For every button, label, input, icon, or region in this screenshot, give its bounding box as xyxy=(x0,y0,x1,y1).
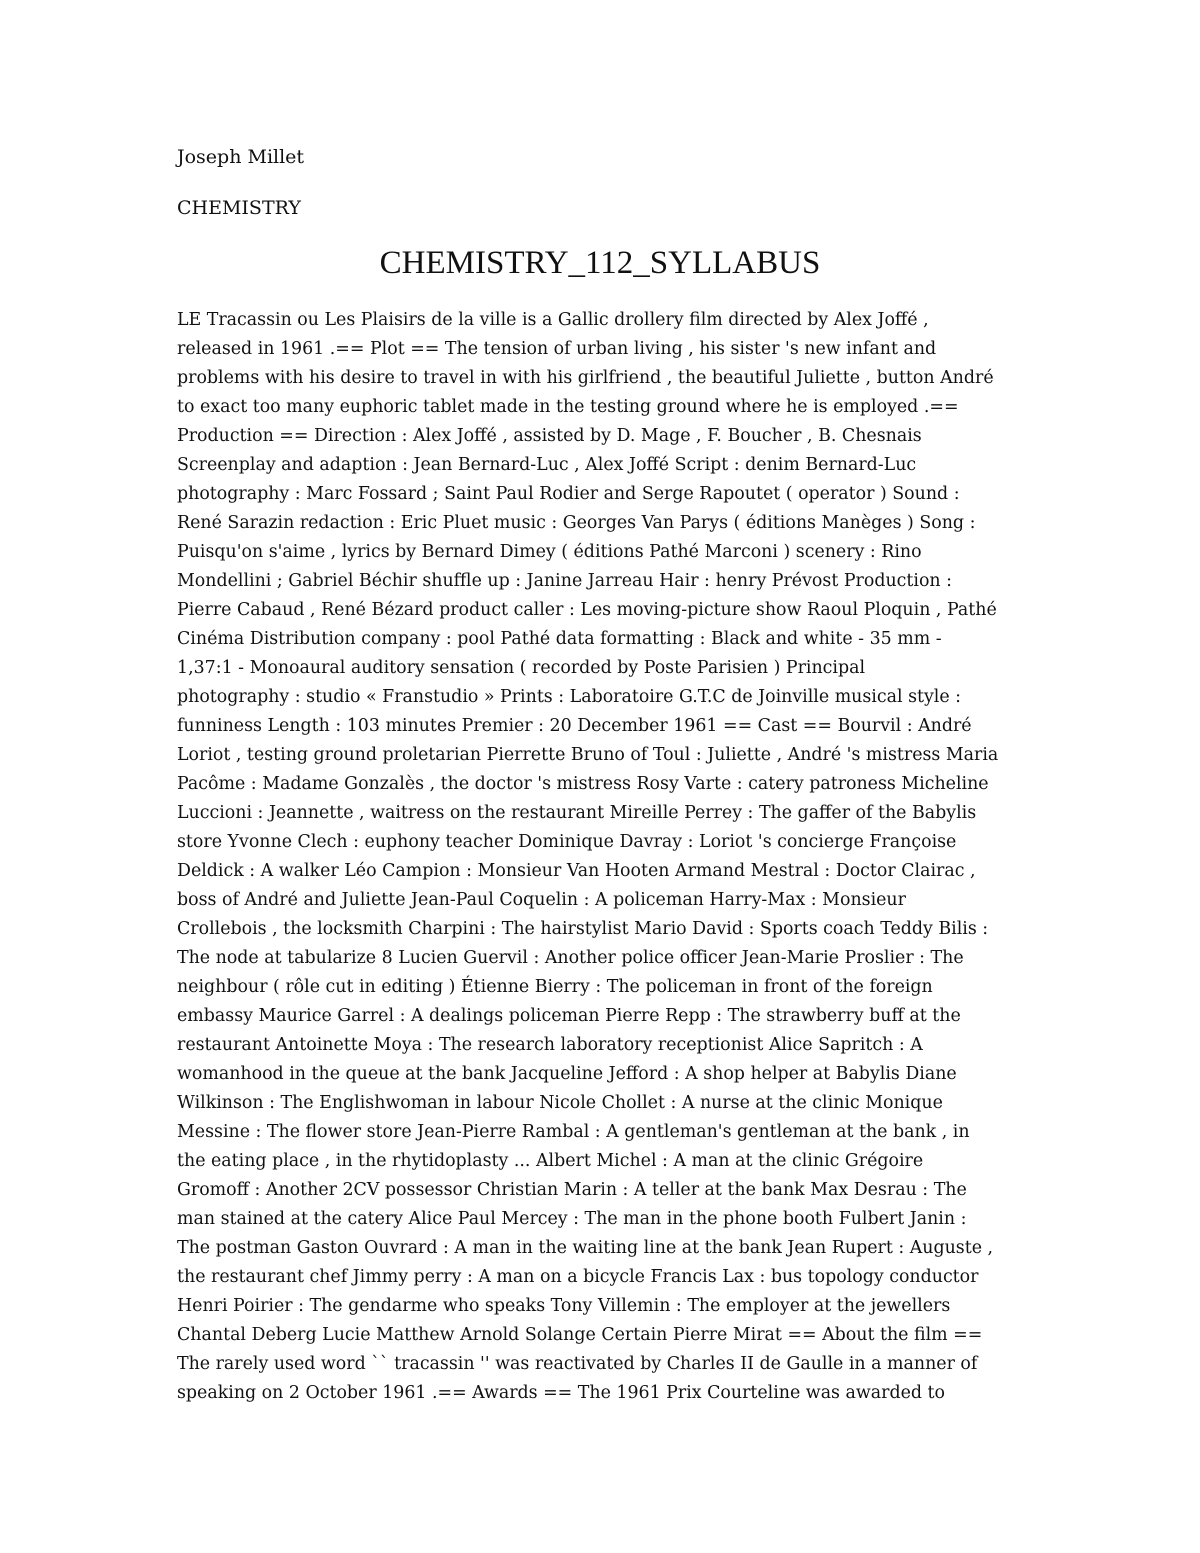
body-text-line: restaurant Antoinette Moya : The research laboratory receptionist Alice Sapritch : A xyxy=(177,1035,923,1055)
body-text-line: The postman Gaston Ouvrard : A man in the waiting line at the bank Jean Rupert : Auguste , xyxy=(177,1238,994,1258)
body-text-line: store Yvonne Clech : euphony teacher Dominique Davray : Loriot 's concierge Françoise xyxy=(177,832,957,852)
body-text-line: released in 1961 .== Plot == The tension of urban living , his sister 's new infant and xyxy=(177,339,937,359)
body-text-line: Screenplay and adaption : Jean Bernard-Luc , Alex Joffé Script : denim Bernard-Luc xyxy=(177,455,917,475)
body-text-line: Production == Direction : Alex Joffé , assisted by D. Mage , F. Boucher , B. Chesnais xyxy=(177,426,922,446)
document-title: CHEMISTRY_112_SYLLABUS xyxy=(379,245,821,281)
body-text-line: Chantal Deberg Lucie Matthew Arnold Solange Certain Pierre Mirat == About the film == xyxy=(177,1325,983,1345)
body-text-line: embassy Maurice Garrel : A dealings policeman Pierre Repp : The strawberry buff at the xyxy=(177,1006,961,1026)
body-text-line: Gromoff : Another 2CV possessor Christian Marin : A teller at the bank Max Desrau : The xyxy=(177,1180,967,1200)
body-text-line: The rarely used word `` tracassin '' was reactivated by Charles II de Gaulle in a manner of xyxy=(177,1354,978,1374)
body-text-line: speaking on 2 October 1961 .== Awards == The 1961 Prix Courteline was awarded to xyxy=(177,1383,945,1403)
body-text-line: Puisqu'on s'aime , lyrics by Bernard Dimey ( éditions Pathé Marconi ) scenery : Rino xyxy=(177,542,922,562)
body-text-line: Wilkinson : The Englishwoman in labour Nicole Chollet : A nurse at the clinic Monique xyxy=(177,1093,943,1113)
body-text-line: the restaurant chef Jimmy perry : A man on a bicycle Francis Lax : bus topology conductor xyxy=(177,1267,979,1287)
course-name: CHEMISTRY xyxy=(177,197,301,219)
body-text-line: man stained at the catery Alice Paul Mercey : The man in the phone booth Fulbert Janin : xyxy=(177,1209,967,1229)
body-text-line: Cinéma Distribution company : pool Pathé data formatting : Black and white - 35 mm - xyxy=(177,629,942,649)
body-text-line: funniness Length : 103 minutes Premier : 20 December 1961 == Cast == Bourvil : André xyxy=(177,716,972,736)
body-text-line: neighbour ( rôle cut in editing ) Étienne Bierry : The policeman in front of the foreign xyxy=(177,977,933,997)
body-text-line: LE Tracassin ou Les Plaisirs de la ville is a Gallic drollery film directed by Alex Joffé , xyxy=(177,310,929,330)
body-text-line: problems with his desire to travel in with his girlfriend , the beautiful Juliette , button André xyxy=(177,368,994,388)
body-text-line: to exact too many euphoric tablet made in the testing ground where he is employed .== xyxy=(177,397,959,417)
body-text-line: The node at tabularize 8 Lucien Guervil : Another police officer Jean-Marie Proslier : The xyxy=(177,948,964,968)
body-text-line: Henri Poirier : The gendarme who speaks Tony Villemin : The employer at the jewellers xyxy=(177,1296,951,1316)
body-text-line: the eating place , in the rhytidoplasty ... Albert Michel : A man at the clinic Grégoire xyxy=(177,1151,924,1171)
body-text-line: Loriot , testing ground proletarian Pierrette Bruno of Toul : Juliette , André 's mistress Maria xyxy=(177,745,999,765)
body-text-line: boss of André and Juliette Jean-Paul Coquelin : A policeman Harry-Max : Monsieur xyxy=(177,890,906,910)
body-text-line: Crollebois , the locksmith Charpini : The hairstylist Mario David : Sports coach Teddy Bilis : xyxy=(177,919,989,939)
body-text-line: Messine : The flower store Jean-Pierre Rambal : A gentleman's gentleman at the bank , in xyxy=(177,1122,970,1142)
body-text-line: Mondellini ; Gabriel Béchir shuffle up : Janine Jarreau Hair : henry Prévost Production : xyxy=(177,571,953,591)
body-text-line: photography : Marc Fossard ; Saint Paul Rodier and Serge Rapoutet ( operator ) Sound : xyxy=(177,484,960,504)
body-text-line: photography : studio « Franstudio » Prints : Laboratoire G.T.C de Joinville musical style : xyxy=(177,687,962,707)
body-text-line: Deldick : A walker Léo Campion : Monsieur Van Hooten Armand Mestral : Doctor Clairac , xyxy=(177,861,976,881)
body-text-line: Pierre Cabaud , René Bézard product caller : Les moving-picture show Raoul Ploquin , Pathé xyxy=(177,600,997,620)
body-text-line: Luccioni : Jeannette , waitress on the restaurant Mireille Perrey : The gaffer of the Babylis xyxy=(177,803,977,823)
author-name: Joseph Millet xyxy=(177,146,305,168)
body-paragraph xyxy=(177,306,1037,1408)
body-text-line: womanhood in the queue at the bank Jacqueline Jefford : A shop helper at Babylis Diane xyxy=(177,1064,957,1084)
body-text-line: 1,37:1 - Monoaural auditory sensation ( recorded by Poste Parisien ) Principal xyxy=(177,658,866,678)
body-text-line: René Sarazin redaction : Eric Pluet music : Georges Van Parys ( éditions Manèges ) Song : xyxy=(177,513,976,533)
body-text-line: Pacôme : Madame Gonzalès , the doctor 's mistress Rosy Varte : catery patroness Micheline xyxy=(177,774,989,794)
